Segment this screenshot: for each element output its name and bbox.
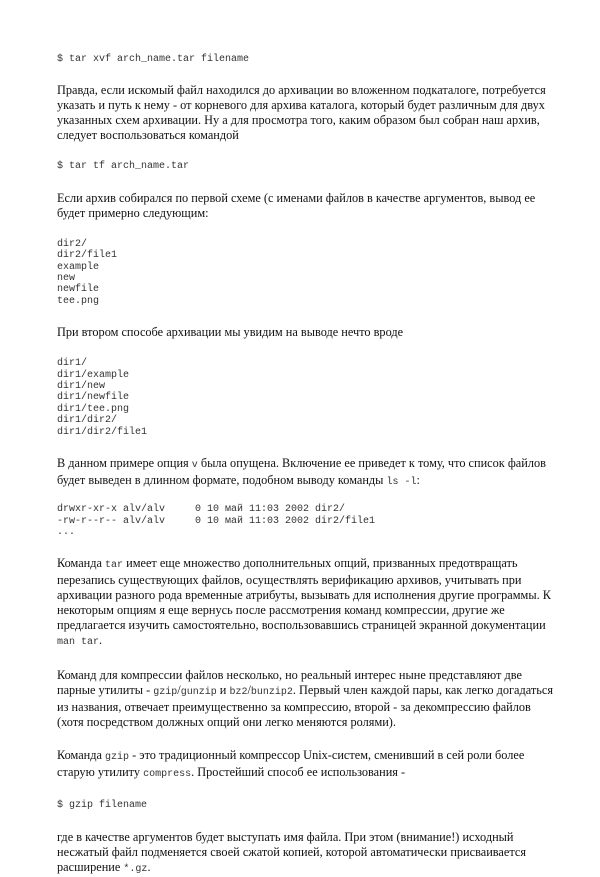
listing-line: example xyxy=(57,261,100,273)
listing-second-scheme xyxy=(57,358,557,438)
listing-line: dir2/file1 xyxy=(57,250,118,262)
code-tar-list: $ tar tf arch_name.tar xyxy=(57,161,190,173)
listing-line: dir1/example xyxy=(57,369,130,381)
listing-long-format xyxy=(57,504,557,538)
inline-code-bunzip2: bunzip2 xyxy=(250,687,293,699)
paragraph-second-scheme: При втором способе архивации мы увидим на выводе нечто вроде xyxy=(57,325,404,340)
listing-line: ... xyxy=(57,526,76,538)
text-run: где в качестве аргументов будет выступать имя файла. При этом (внимание!) исходный несжатый файл подменяется своей сжатой копией, которой автоматически присваивается расширение xyxy=(57,829,526,874)
paragraph-gzip xyxy=(57,748,557,782)
text-run: . Простейший способ ее использования - xyxy=(191,765,406,780)
listing-line: dir1/ xyxy=(57,358,88,370)
paragraph-subdirectory: Правда, если искомый файл находился до архивации во вложенном подкаталоге, потребуется указать и путь к нему - от корневого для архива каталога, который будет различным для двух указанных схем архивации. Ну а для просмотра того, каким образом был собран наш архив, следует воспользоваться командой xyxy=(57,83,546,143)
paragraph-tar-options xyxy=(57,556,557,650)
text-run: - это традиционный компрессор Unix-систем, сменивший в сей роли более старую утилиту xyxy=(57,748,525,780)
inline-code-gz-extension: *.gz xyxy=(123,863,148,875)
inline-code-gzip: gzip xyxy=(105,752,130,764)
paragraph-compression xyxy=(57,668,557,730)
paragraph-option-v xyxy=(57,456,557,490)
inline-code-man-tar: man tar xyxy=(57,637,100,649)
paragraph-first-scheme: Если архив собирался по первой схеме (с именами файлов в качестве аргументов, вывод ее будет примерно следующим: xyxy=(57,190,536,220)
text-run: Команда xyxy=(57,748,106,763)
code-gzip: $ gzip filename xyxy=(57,800,148,812)
text-run: . xyxy=(99,633,103,648)
listing-line: new xyxy=(57,273,76,285)
listing-line: drwxr-xr-x alv/alv 0 10 май 11:03 2002 dir2/ xyxy=(57,504,346,516)
text-run: Команда xyxy=(57,556,106,571)
listing-line: -rw-r--r-- alv/alv 0 10 май 11:03 2002 dir2/file1 xyxy=(57,515,376,527)
listing-line: newfile xyxy=(57,284,100,296)
inline-code-ls: ls -l xyxy=(386,477,417,489)
document-page xyxy=(57,54,557,877)
inline-code-gunzip: gunzip xyxy=(180,687,217,699)
inline-code-tar: tar xyxy=(105,560,124,572)
inline-code-v: v xyxy=(191,460,198,472)
paragraph-gzip-args xyxy=(57,830,557,877)
text-run: имеет еще множество дополнительных опций, призванных предотвращать перезапись существующих файлов, осуществлять верификацию архивов, учитывать при архивации разного рода временные атрибуты, вызывать для исполнения другие программы. К некоторым опциям я еще вернусь после рассмотрения команд компрессии, другие же предлагается изучить самостоятельно, воспользовавшись страницей экранной документации xyxy=(57,556,551,633)
inline-code-compress: compress xyxy=(143,769,192,781)
listing-line: dir1/newfile xyxy=(57,392,130,404)
text-run: была опущена. Включение ее приведет к тому, что список файлов будет выведен в длинном формате, подобном выводу команды xyxy=(57,456,546,488)
listing-line: dir1/dir2/ xyxy=(57,415,118,427)
listing-line: tee.png xyxy=(57,295,100,307)
listing-line: dir1/dir2/file1 xyxy=(57,426,148,438)
text-run: : xyxy=(416,473,420,488)
text-run: . Первый член каждой пары, как легко догадаться из названия, отвечает преимущественно за компрессию, второй - за декомпрессию файлов (хотя посредством должных опций они легко меняются ролями). xyxy=(57,683,554,730)
text-run: Команд для компрессии файлов несколько, но реальный интерес ныне представляют две парные утилиты - xyxy=(57,668,522,698)
inline-code-bz2: bz2 xyxy=(229,687,248,699)
listing-line: dir2/ xyxy=(57,238,88,250)
text-run: В данном примере опция xyxy=(57,456,192,471)
code-tar-extract: $ tar xvf arch_name.tar filename xyxy=(57,54,250,65)
listing-line: dir1/new xyxy=(57,381,106,393)
text-run: и xyxy=(216,683,230,698)
text-run: . xyxy=(147,859,151,874)
text-run: / xyxy=(177,683,181,698)
inline-code-gzip: gzip xyxy=(153,687,178,699)
text-run: / xyxy=(247,683,251,698)
listing-first-scheme xyxy=(57,239,557,307)
listing-line: dir1/tee.png xyxy=(57,403,130,415)
